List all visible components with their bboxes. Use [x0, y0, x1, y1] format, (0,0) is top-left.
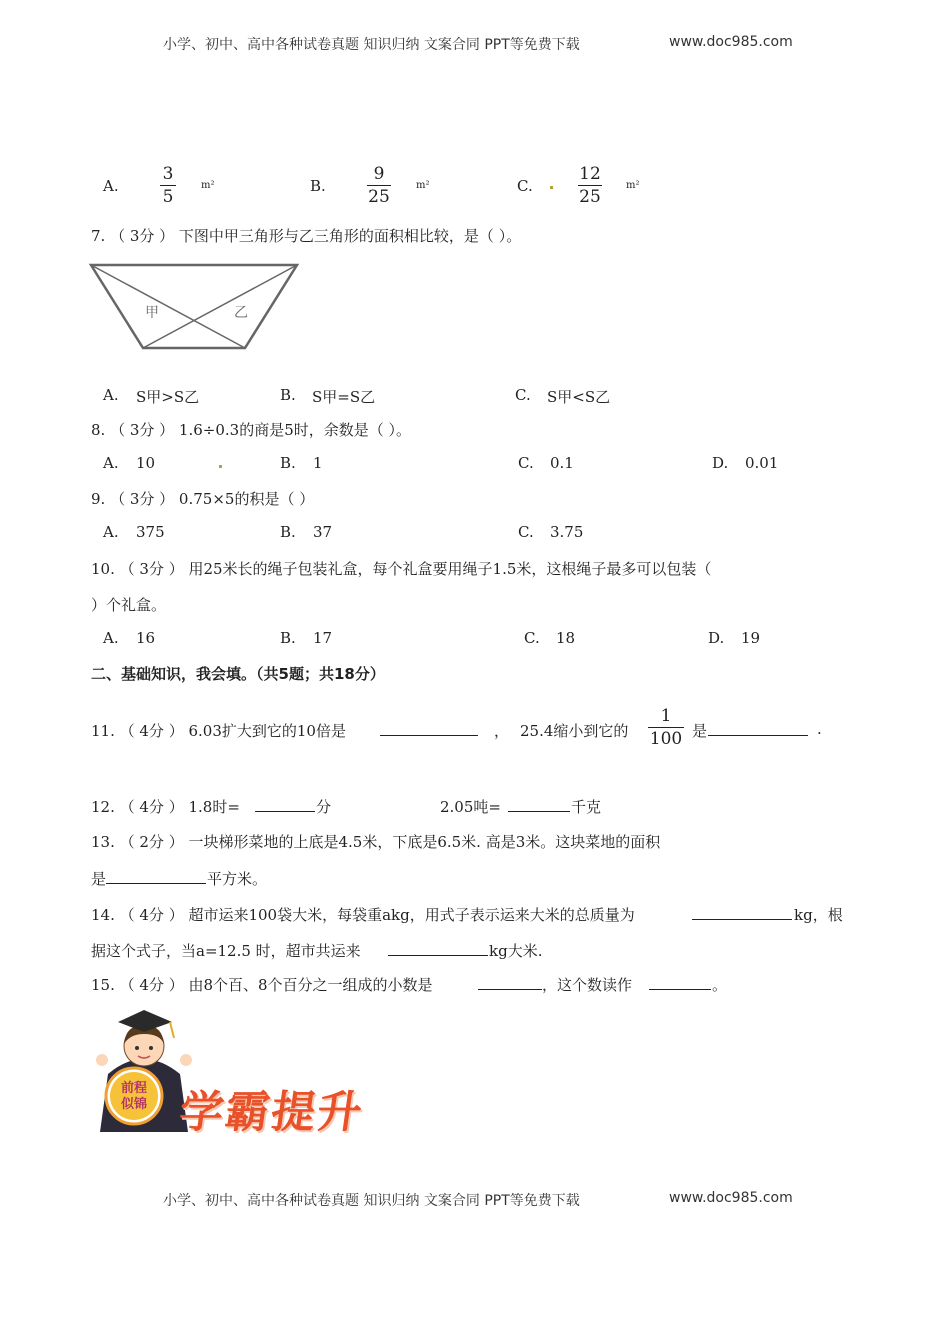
numerator: 1 — [660, 706, 672, 726]
numerator: 9 — [373, 164, 385, 184]
option-letter: A. — [103, 454, 119, 472]
diagonal-left — [91, 265, 245, 348]
fraction-bar — [367, 185, 391, 186]
q11-end: . — [817, 720, 822, 738]
label-yi: 乙 — [234, 305, 248, 321]
q13-blank[interactable] — [106, 869, 206, 884]
option-letter: C. — [515, 386, 531, 404]
option-text: 0.1 — [550, 454, 574, 472]
option-letter: C. — [518, 523, 534, 541]
diagonal-right — [143, 265, 297, 348]
option-letter: B. — [280, 523, 296, 541]
eye — [135, 1046, 139, 1050]
q10-stem-line2: ）个礼盒。 — [91, 596, 167, 614]
header-site: www.doc985.com — [669, 34, 793, 50]
option-text: 3.75 — [550, 523, 584, 541]
option-text: 18 — [556, 629, 576, 647]
q15-part3: 。 — [712, 976, 728, 994]
option-letter: A. — [103, 629, 119, 647]
q11-part1: 11. （ 4分 ） 6.03扩大到它的10倍是 — [91, 722, 346, 740]
q11-comma: ， — [494, 722, 510, 740]
tassel — [170, 1022, 174, 1038]
option-letter: A. — [103, 177, 119, 195]
option-letter: C. — [517, 177, 533, 195]
footer-site: www.doc985.com — [669, 1190, 793, 1206]
footer-text: 小学、初中、高中各种试卷真题 知识归纳 文案合同 PPT等免费下载 — [163, 1193, 580, 1209]
q11-blank-1[interactable] — [380, 721, 478, 736]
option-letter: B. — [310, 177, 326, 195]
badge-bottom-text: 似锦 — [120, 1097, 148, 1112]
q13-line1: 13. （ 2分 ） 一块梯形菜地的上底是4.5米，下底是6.5米. 高是3米。这块菜地的面积 — [91, 833, 661, 851]
q15-part1: 15. （ 4分 ） 由8个百、8个百分之一组成的小数是 — [91, 976, 433, 994]
option-text: 1 — [313, 454, 323, 472]
xueba-banner — [88, 1004, 408, 1138]
q14-line1a: 14. （ 4分 ） 超市运来100袋大米，每袋重akg，用式子表示运来大米的总质量为 — [91, 906, 635, 924]
option-text: 16 — [136, 629, 156, 647]
eye — [149, 1046, 153, 1050]
option-text: S甲<S乙 — [547, 388, 611, 406]
trapezoid-outline — [91, 265, 297, 348]
denominator: 5 — [162, 187, 174, 207]
option-letter: B. — [280, 629, 296, 647]
q12-unit2: 千克 — [571, 798, 602, 816]
option-text: S甲>S乙 — [136, 388, 200, 406]
numerator: 3 — [162, 164, 174, 184]
q14-line1b: kg，根 — [794, 906, 843, 924]
q14-blank-1[interactable] — [692, 905, 792, 920]
q12-unit1: 分 — [316, 798, 332, 816]
unit: m² — [626, 180, 640, 191]
grad-cap — [118, 1010, 172, 1032]
option-letter: A. — [103, 523, 119, 541]
q14-blank-2[interactable] — [388, 941, 488, 956]
hand — [180, 1054, 192, 1066]
option-letter: C. — [524, 629, 540, 647]
speck — [550, 186, 553, 189]
q15-blank-1[interactable] — [478, 975, 542, 990]
denominator: 100 — [649, 729, 683, 749]
banner-title: 学霸提升 — [175, 1087, 367, 1138]
q8-stem: 8. （ 3分 ） 1.6÷0.3的商是5时，余数是（ ）。 — [91, 421, 412, 439]
option-letter: B. — [280, 386, 296, 404]
trapezoid-figure — [88, 262, 300, 352]
option-text: 17 — [313, 629, 333, 647]
fraction — [160, 164, 176, 207]
option-letter: B. — [280, 454, 296, 472]
speck — [219, 465, 222, 468]
option-letter: C. — [518, 454, 534, 472]
option-text: 37 — [313, 523, 333, 541]
q9-stem: 9. （ 3分 ） 0.75×5的积是（ ） — [91, 490, 315, 508]
badge — [110, 1072, 158, 1120]
option-letter: A. — [103, 386, 119, 404]
hand — [96, 1054, 108, 1066]
q12-part1: 12. （ 4分 ） 1.8时= — [91, 798, 240, 816]
q11-part2: 25.4缩小到它的 — [520, 722, 629, 740]
denominator: 25 — [579, 187, 601, 207]
denominator: 25 — [368, 187, 390, 207]
q12-blank-2[interactable] — [508, 797, 570, 812]
q7-stem: 7. （ 3分 ） 下图中甲三角形与乙三角形的面积相比较，是（ ）。 — [91, 227, 522, 245]
q15-blank-2[interactable] — [649, 975, 711, 990]
option-letter: D. — [708, 629, 725, 647]
fraction — [578, 164, 602, 207]
q15-part2: ，这个数读作 — [542, 976, 633, 994]
fraction-bar — [160, 185, 176, 186]
option-text: 375 — [136, 523, 165, 541]
q10-stem-line1: 10. （ 3分 ） 用25米长的绳子包装礼盒，每个礼盒要用绳子1.5米，这根绳子最多可以包装（ — [91, 560, 712, 578]
q14-line2b: kg大米. — [489, 942, 543, 960]
fraction-bar — [578, 185, 602, 186]
option-letter: D. — [712, 454, 729, 472]
section-title: 二、基础知识，我会填。（共5题；共18分） — [91, 665, 385, 683]
unit: m² — [201, 180, 215, 191]
q11-fraction — [648, 706, 684, 749]
q11-part3: 是 — [692, 722, 708, 740]
q14-line2a: 据这个式子，当a=12.5 时，超市共运来 — [91, 942, 361, 960]
q13-line2a: 是 — [91, 870, 107, 888]
numerator: 12 — [579, 164, 601, 184]
option-text: S甲=S乙 — [312, 388, 376, 406]
option-text: 10 — [136, 454, 156, 472]
option-text: 0.01 — [745, 454, 779, 472]
option-text: 19 — [741, 629, 761, 647]
q12-blank-1[interactable] — [255, 797, 315, 812]
unit: m² — [416, 180, 430, 191]
q12-part2: 2.05吨= — [440, 798, 501, 816]
header-text: 小学、初中、高中各种试卷真题 知识归纳 文案合同 PPT等免费下载 — [163, 37, 580, 53]
q11-blank-2[interactable] — [708, 721, 808, 736]
fraction-bar — [648, 727, 684, 728]
label-jia: 甲 — [145, 305, 159, 321]
fraction — [367, 164, 391, 207]
badge-top-text: 前程 — [120, 1081, 148, 1096]
q13-line2b: 平方米。 — [207, 870, 268, 888]
